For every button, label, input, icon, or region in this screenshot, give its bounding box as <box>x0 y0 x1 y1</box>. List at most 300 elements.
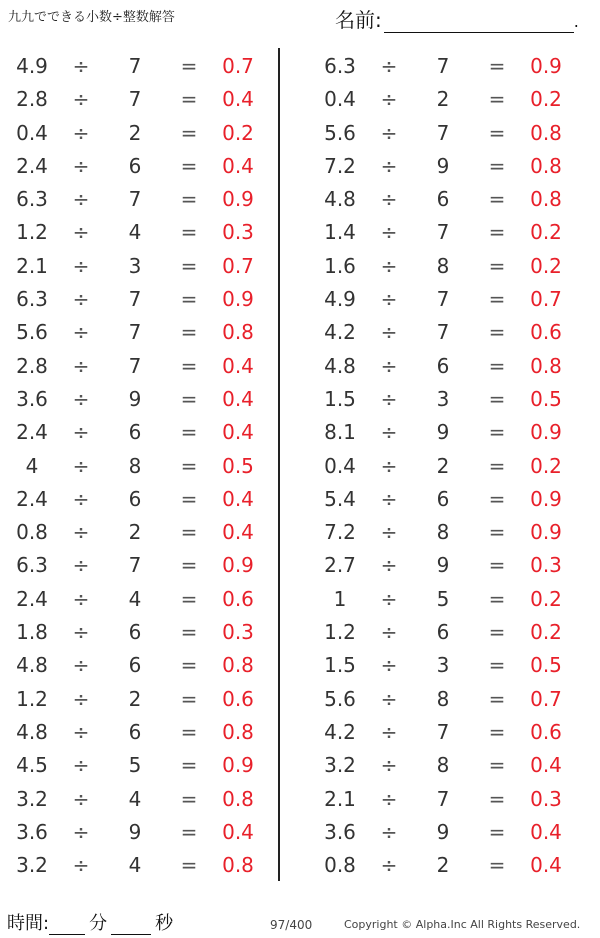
worksheet-title: 九九でできる小数÷整数解答 <box>8 10 175 25</box>
dividend: 5.6 <box>16 320 48 345</box>
answer: 0.5 <box>222 453 254 478</box>
answer: 0.4 <box>222 520 254 545</box>
dividend: 1.2 <box>324 620 356 645</box>
divisor: 2 <box>436 87 450 112</box>
problem-row <box>0 783 280 816</box>
divide-sign: ÷ <box>72 486 90 511</box>
answer: 0.8 <box>222 853 254 878</box>
dividend: 7.2 <box>324 520 356 545</box>
equals-sign: = <box>180 253 198 278</box>
dividend: 2.1 <box>16 253 48 278</box>
problem-row <box>308 83 588 116</box>
divide-sign: ÷ <box>72 153 90 178</box>
divisor: 5 <box>128 753 142 778</box>
problem-row <box>0 849 280 882</box>
problem-row <box>0 350 280 383</box>
equals-sign: = <box>488 320 506 345</box>
divide-sign: ÷ <box>380 620 398 645</box>
divisor: 7 <box>436 719 450 744</box>
divide-sign: ÷ <box>380 253 398 278</box>
problem-row <box>0 483 280 516</box>
divisor: 3 <box>436 386 450 411</box>
problem-row <box>308 616 588 649</box>
equals-sign: = <box>488 786 506 811</box>
divisor: 4 <box>128 586 142 611</box>
answer: 0.4 <box>222 386 254 411</box>
dividend: 1.2 <box>16 220 48 245</box>
answer: 0.3 <box>222 620 254 645</box>
equals-sign: = <box>180 686 198 711</box>
equals-sign: = <box>180 87 198 112</box>
divisor: 7 <box>128 187 142 212</box>
dividend: 0.8 <box>16 520 48 545</box>
divisor: 7 <box>436 786 450 811</box>
dividend: 4.9 <box>16 54 48 78</box>
divide-sign: ÷ <box>380 653 398 678</box>
divide-sign: ÷ <box>72 553 90 578</box>
divisor: 6 <box>128 153 142 178</box>
copyright-notice: Copyright © Alpha.Inc All Rights Reserved. <box>344 918 581 931</box>
problem-row <box>0 683 280 716</box>
problem-row <box>0 583 280 616</box>
problem-row <box>308 716 588 749</box>
problem-row <box>308 749 588 782</box>
answer: 0.9 <box>530 420 562 445</box>
divide-sign: ÷ <box>72 653 90 678</box>
answer: 0.7 <box>530 686 562 711</box>
time-label: 時間: <box>7 913 50 934</box>
answer: 0.7 <box>222 54 254 78</box>
dividend: 3.6 <box>324 819 356 844</box>
equals-sign: = <box>488 586 506 611</box>
problem-row <box>308 183 588 216</box>
dividend: 3.2 <box>16 853 48 878</box>
problem-row <box>308 583 588 616</box>
equals-sign: = <box>180 153 198 178</box>
problem-column-left <box>0 50 280 882</box>
answer: 0.6 <box>222 686 254 711</box>
problem-row <box>308 849 588 882</box>
equals-sign: = <box>180 819 198 844</box>
equals-sign: = <box>180 353 198 378</box>
divide-sign: ÷ <box>380 220 398 245</box>
divide-sign: ÷ <box>72 853 90 878</box>
equals-sign: = <box>488 686 506 711</box>
answer: 0.8 <box>222 786 254 811</box>
page-number: 97/400 <box>270 918 313 932</box>
equals-sign: = <box>488 520 506 545</box>
problem-row <box>308 50 588 83</box>
divisor: 6 <box>128 719 142 744</box>
dividend: 2.4 <box>16 420 48 445</box>
equals-sign: = <box>488 287 506 312</box>
problem-row <box>308 416 588 449</box>
dividend: 4.8 <box>324 187 356 212</box>
dividend: 4.5 <box>16 753 48 778</box>
problem-row <box>0 816 280 849</box>
divisor: 7 <box>128 287 142 312</box>
divisor: 7 <box>128 87 142 112</box>
equals-sign: = <box>488 453 506 478</box>
divisor: 4 <box>128 220 142 245</box>
problem-row <box>308 350 588 383</box>
divide-sign: ÷ <box>380 819 398 844</box>
dividend: 0.4 <box>16 120 48 145</box>
answer: 0.9 <box>222 553 254 578</box>
dividend: 1.5 <box>324 653 356 678</box>
problem-row <box>308 450 588 483</box>
equals-sign: = <box>180 220 198 245</box>
answer: 0.2 <box>530 620 562 645</box>
divide-sign: ÷ <box>72 320 90 345</box>
dividend: 7.2 <box>324 153 356 178</box>
equals-sign: = <box>488 620 506 645</box>
problem-row <box>0 749 280 782</box>
equals-sign: = <box>180 719 198 744</box>
divide-sign: ÷ <box>380 453 398 478</box>
problem-row <box>308 117 588 150</box>
divide-sign: ÷ <box>380 486 398 511</box>
equals-sign: = <box>180 420 198 445</box>
dividend: 0.8 <box>324 853 356 878</box>
answer: 0.9 <box>222 753 254 778</box>
problem-row <box>308 516 588 549</box>
divide-sign: ÷ <box>380 386 398 411</box>
answer: 0.2 <box>222 120 254 145</box>
dividend: 4.9 <box>324 287 356 312</box>
equals-sign: = <box>488 486 506 511</box>
divide-sign: ÷ <box>72 620 90 645</box>
answer: 0.4 <box>530 853 562 878</box>
divide-sign: ÷ <box>380 586 398 611</box>
divisor: 8 <box>436 753 450 778</box>
divisor: 7 <box>128 320 142 345</box>
answer: 0.4 <box>222 153 254 178</box>
seconds-blank <box>111 916 151 935</box>
divide-sign: ÷ <box>72 87 90 112</box>
divisor: 6 <box>128 620 142 645</box>
problem-row <box>0 516 280 549</box>
divide-sign: ÷ <box>72 54 90 78</box>
problem-row <box>308 816 588 849</box>
divide-sign: ÷ <box>72 420 90 445</box>
problem-row <box>0 383 280 416</box>
divisor: 6 <box>128 420 142 445</box>
answer: 0.9 <box>530 486 562 511</box>
dividend: 2.4 <box>16 586 48 611</box>
divisor: 4 <box>128 786 142 811</box>
divisor: 6 <box>436 620 450 645</box>
divisor: 7 <box>436 54 450 78</box>
problem-row <box>308 150 588 183</box>
dividend: 1.5 <box>324 386 356 411</box>
divisor: 6 <box>128 486 142 511</box>
dividend: 2.8 <box>16 353 48 378</box>
equals-sign: = <box>488 653 506 678</box>
answer: 0.3 <box>530 786 562 811</box>
equals-sign: = <box>180 786 198 811</box>
divide-sign: ÷ <box>380 520 398 545</box>
equals-sign: = <box>180 486 198 511</box>
problem-column-right <box>308 50 588 882</box>
dividend: 1.4 <box>324 220 356 245</box>
equals-sign: = <box>180 520 198 545</box>
minutes-unit: 分 <box>89 913 108 934</box>
dividend: 2.7 <box>324 553 356 578</box>
problem-row <box>0 117 280 150</box>
answer: 0.5 <box>530 386 562 411</box>
answer: 0.8 <box>530 153 562 178</box>
divide-sign: ÷ <box>72 287 90 312</box>
divisor: 2 <box>128 120 142 145</box>
answer: 0.2 <box>530 87 562 112</box>
divisor: 4 <box>128 853 142 878</box>
divide-sign: ÷ <box>72 220 90 245</box>
divide-sign: ÷ <box>72 520 90 545</box>
dividend: 2.4 <box>16 486 48 511</box>
dividend: 6.3 <box>324 54 356 78</box>
divisor: 7 <box>436 287 450 312</box>
divide-sign: ÷ <box>72 253 90 278</box>
answer: 0.7 <box>530 287 562 312</box>
equals-sign: = <box>488 386 506 411</box>
divisor: 5 <box>436 586 450 611</box>
divisor: 8 <box>436 253 450 278</box>
divide-sign: ÷ <box>380 353 398 378</box>
divisor: 8 <box>436 686 450 711</box>
problem-row <box>0 183 280 216</box>
answer: 0.8 <box>530 187 562 212</box>
answer: 0.6 <box>530 320 562 345</box>
divide-sign: ÷ <box>72 353 90 378</box>
problem-row <box>308 483 588 516</box>
equals-sign: = <box>180 187 198 212</box>
dividend: 3.2 <box>324 753 356 778</box>
divisor: 8 <box>436 520 450 545</box>
problem-row <box>0 50 280 83</box>
answer: 0.2 <box>530 220 562 245</box>
divisor: 9 <box>436 819 450 844</box>
equals-sign: = <box>488 420 506 445</box>
problem-row <box>0 250 280 283</box>
equals-sign: = <box>180 620 198 645</box>
dividend: 4.8 <box>324 353 356 378</box>
answer: 0.2 <box>530 253 562 278</box>
divisor: 7 <box>128 54 142 78</box>
divide-sign: ÷ <box>380 786 398 811</box>
answer: 0.4 <box>530 753 562 778</box>
equals-sign: = <box>488 153 506 178</box>
divide-sign: ÷ <box>380 120 398 145</box>
answer: 0.8 <box>530 120 562 145</box>
problem-row <box>0 450 280 483</box>
dividend: 3.6 <box>16 819 48 844</box>
divide-sign: ÷ <box>72 120 90 145</box>
equals-sign: = <box>488 753 506 778</box>
answer: 0.2 <box>530 453 562 478</box>
dividend: 1.8 <box>16 620 48 645</box>
answer: 0.3 <box>530 553 562 578</box>
divisor: 2 <box>436 453 450 478</box>
equals-sign: = <box>180 120 198 145</box>
equals-sign: = <box>180 753 198 778</box>
name-field <box>335 4 579 33</box>
dividend: 8.1 <box>324 420 356 445</box>
answer: 0.9 <box>530 520 562 545</box>
divisor: 9 <box>128 386 142 411</box>
seconds-unit: 秒 <box>155 913 174 934</box>
divisor: 9 <box>128 819 142 844</box>
divide-sign: ÷ <box>72 187 90 212</box>
divide-sign: ÷ <box>380 153 398 178</box>
answer: 0.4 <box>222 819 254 844</box>
dividend: 1 <box>333 586 347 611</box>
answer: 0.4 <box>530 819 562 844</box>
answer: 0.4 <box>222 486 254 511</box>
divisor: 3 <box>436 653 450 678</box>
equals-sign: = <box>488 120 506 145</box>
problem-row <box>308 549 588 582</box>
dividend: 5.6 <box>324 120 356 145</box>
divide-sign: ÷ <box>72 586 90 611</box>
divisor: 9 <box>436 420 450 445</box>
dividend: 3.2 <box>16 786 48 811</box>
equals-sign: = <box>180 287 198 312</box>
divisor: 3 <box>128 253 142 278</box>
divide-sign: ÷ <box>380 287 398 312</box>
divide-sign: ÷ <box>72 386 90 411</box>
dividend: 4.8 <box>16 653 48 678</box>
equals-sign: = <box>488 719 506 744</box>
divide-sign: ÷ <box>380 753 398 778</box>
divisor: 7 <box>436 320 450 345</box>
equals-sign: = <box>180 553 198 578</box>
answer: 0.4 <box>222 420 254 445</box>
divide-sign: ÷ <box>380 420 398 445</box>
problem-row <box>308 316 588 349</box>
name-end-dot: . <box>573 12 579 31</box>
problem-row <box>0 283 280 316</box>
answer: 0.5 <box>530 653 562 678</box>
problem-row <box>0 83 280 116</box>
problem-row <box>308 383 588 416</box>
problem-row <box>308 783 588 816</box>
problem-row <box>0 549 280 582</box>
dividend: 1.6 <box>324 253 356 278</box>
divide-sign: ÷ <box>380 320 398 345</box>
dividend: 5.6 <box>324 686 356 711</box>
equals-sign: = <box>180 386 198 411</box>
equals-sign: = <box>180 586 198 611</box>
divide-sign: ÷ <box>380 87 398 112</box>
divisor: 6 <box>436 353 450 378</box>
minutes-blank <box>49 916 85 935</box>
divisor: 7 <box>436 120 450 145</box>
dividend: 3.6 <box>16 386 48 411</box>
equals-sign: = <box>488 220 506 245</box>
equals-sign: = <box>488 853 506 878</box>
divisor: 2 <box>128 686 142 711</box>
divisor: 8 <box>128 453 142 478</box>
equals-sign: = <box>488 253 506 278</box>
problem-row <box>0 616 280 649</box>
dividend: 6.3 <box>16 553 48 578</box>
problem-row <box>0 216 280 249</box>
dividend: 4.2 <box>324 719 356 744</box>
time-record <box>7 909 177 935</box>
answer: 0.9 <box>530 54 562 78</box>
answer: 0.9 <box>222 187 254 212</box>
problem-row <box>308 683 588 716</box>
name-label: 名前: <box>335 8 382 32</box>
divide-sign: ÷ <box>380 853 398 878</box>
divide-sign: ÷ <box>380 54 398 78</box>
answer: 0.9 <box>222 287 254 312</box>
dividend: 2.1 <box>324 786 356 811</box>
equals-sign: = <box>488 187 506 212</box>
divisor: 9 <box>436 553 450 578</box>
name-blank-line <box>384 12 574 33</box>
problem-row <box>308 283 588 316</box>
dividend: 4 <box>25 453 39 478</box>
problem-row <box>308 216 588 249</box>
divide-sign: ÷ <box>72 719 90 744</box>
equals-sign: = <box>488 87 506 112</box>
divide-sign: ÷ <box>380 187 398 212</box>
divide-sign: ÷ <box>72 686 90 711</box>
divisor: 9 <box>436 153 450 178</box>
problem-row <box>0 316 280 349</box>
dividend: 4.8 <box>16 719 48 744</box>
problem-row <box>308 649 588 682</box>
divide-sign: ÷ <box>72 453 90 478</box>
equals-sign: = <box>180 853 198 878</box>
divisor: 7 <box>128 353 142 378</box>
problem-row <box>0 649 280 682</box>
divisor: 7 <box>436 220 450 245</box>
dividend: 2.4 <box>16 153 48 178</box>
answer: 0.8 <box>530 353 562 378</box>
equals-sign: = <box>488 819 506 844</box>
divide-sign: ÷ <box>72 786 90 811</box>
answer: 0.8 <box>222 320 254 345</box>
equals-sign: = <box>488 553 506 578</box>
equals-sign: = <box>488 54 506 78</box>
divide-sign: ÷ <box>72 819 90 844</box>
problem-row <box>0 716 280 749</box>
answer: 0.2 <box>530 586 562 611</box>
answer: 0.7 <box>222 253 254 278</box>
answer: 0.8 <box>222 653 254 678</box>
dividend: 0.4 <box>324 453 356 478</box>
divisor: 6 <box>128 653 142 678</box>
dividend: 2.8 <box>16 87 48 112</box>
divide-sign: ÷ <box>380 553 398 578</box>
answer: 0.8 <box>222 719 254 744</box>
equals-sign: = <box>488 353 506 378</box>
divisor: 6 <box>436 486 450 511</box>
divide-sign: ÷ <box>380 719 398 744</box>
equals-sign: = <box>180 653 198 678</box>
dividend: 4.2 <box>324 320 356 345</box>
equals-sign: = <box>180 453 198 478</box>
problem-row <box>0 150 280 183</box>
answer: 0.4 <box>222 87 254 112</box>
divide-sign: ÷ <box>380 686 398 711</box>
divisor: 6 <box>436 187 450 212</box>
answer: 0.3 <box>222 220 254 245</box>
equals-sign: = <box>180 54 198 78</box>
